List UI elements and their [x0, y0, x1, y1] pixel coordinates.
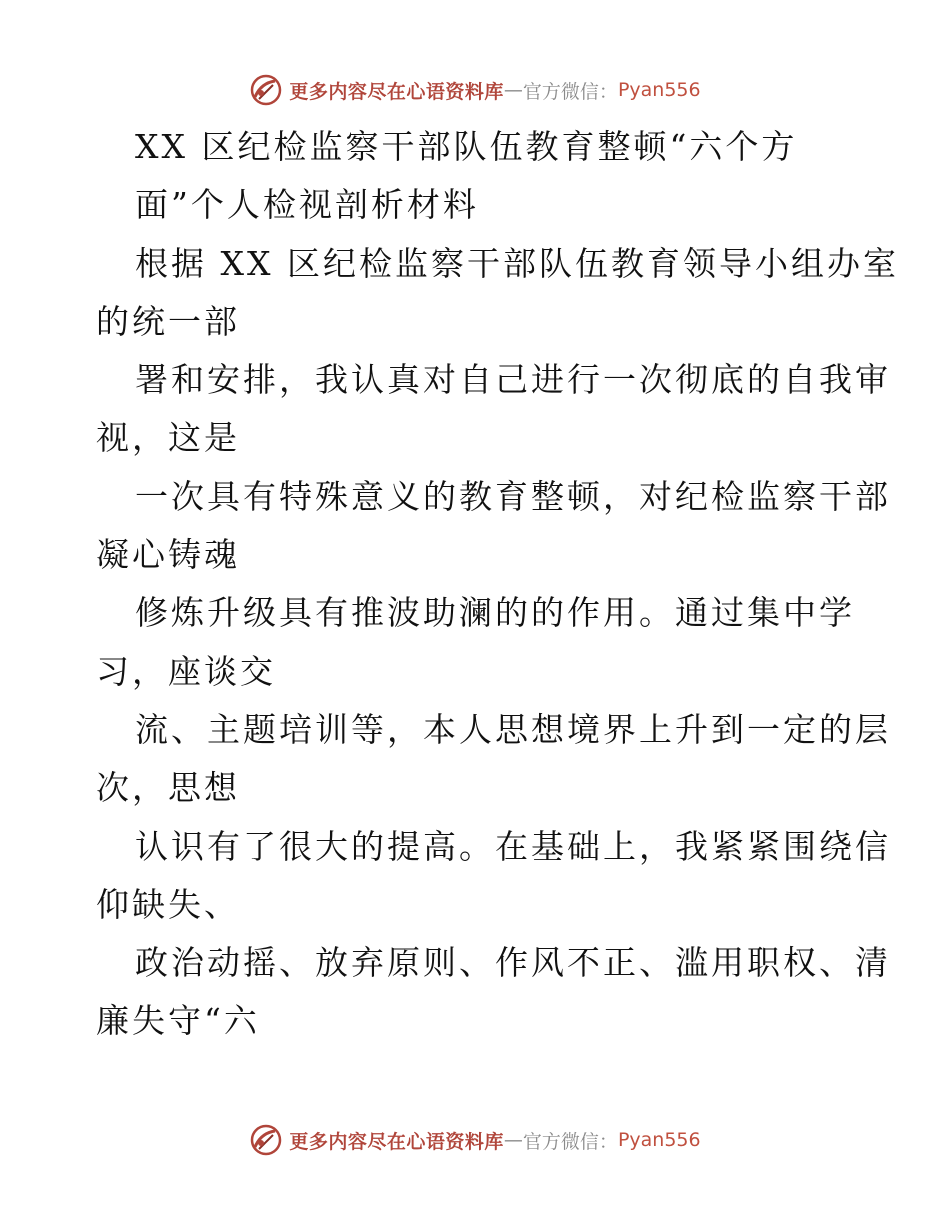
watermark-dash: — [503, 1129, 523, 1151]
paragraph-line: 的统一部 [96, 301, 240, 341]
paragraph-line: 根据 XX 区纪检监察干部队伍教育领导小组办室 [135, 243, 899, 283]
header-watermark [0, 70, 950, 110]
paragraph-line: 视，这是 [96, 418, 240, 458]
document-body [96, 118, 899, 1051]
watermark-wechat-id: Pyan556 [617, 79, 701, 101]
watermark-wechat-id: Pyan556 [617, 1129, 701, 1151]
watermark-wechat-label: 官方微信： [522, 80, 618, 103]
paragraph-line: 署和安排，我认真对自己进行一次彻底的自我审 [135, 360, 891, 400]
paragraph-line: 流、主题培训等，本人思想境界上升到一定的层 [135, 709, 891, 749]
paragraph-line: 习，座谈交 [96, 651, 276, 691]
watermark-brand-text: 更多内容尽在心语资料库 [289, 80, 504, 103]
paragraph-line: 仰缺失、 [96, 884, 240, 924]
document-title-line-2: 面”个人检视剖析材料 [135, 185, 479, 225]
document-title-line-1: XX 区纪检监察干部队伍教育整顿“六个方 [135, 127, 798, 166]
footer-watermark [0, 1120, 950, 1160]
paragraph-line: 次，思想 [96, 768, 240, 808]
paragraph-line: 廉失守“六 [96, 1001, 260, 1041]
paragraph-line: 政治动摇、放弃原则、作风不正、滥用职权、清 [135, 943, 891, 983]
brand-logo-icon [249, 73, 283, 107]
paragraph-line: 修炼升级具有推波助澜的的作用。通过集中学 [135, 593, 855, 633]
paragraph-line: 凝心铸魂 [96, 535, 240, 575]
paragraph-line: 一次具有特殊意义的教育整顿，对纪检监察干部 [135, 476, 891, 516]
brand-logo-icon [249, 1123, 283, 1157]
watermark-wechat-label: 官方微信： [522, 1130, 618, 1153]
watermark-dash: — [503, 79, 523, 101]
watermark-brand-text: 更多内容尽在心语资料库 [289, 1130, 504, 1153]
paragraph-line: 认识有了很大的提高。在基础上，我紧紧围绕信 [135, 826, 891, 866]
